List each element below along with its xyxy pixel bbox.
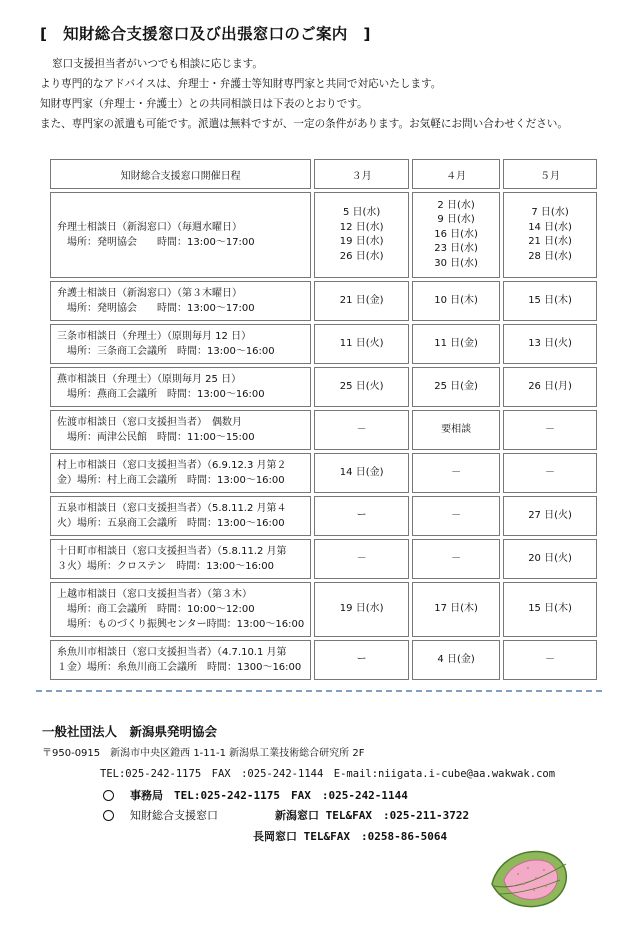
date-value: 14 日(金) — [339, 466, 384, 478]
intro-line: より専門的なアドバイスは、弁理士・弁護士等知財専門家と共同で対応いたします。 — [40, 78, 442, 90]
date-value: 26 日(水) — [339, 250, 384, 262]
date-value: 27 日(火) — [528, 509, 572, 521]
schedule-name-line: 上越市相談日（窓口支援担当者）（第３木） — [57, 589, 252, 600]
date-value: － — [545, 423, 556, 435]
schedule-table — [47, 156, 600, 683]
schedule-name-line: 火）場所：五泉商工会議所 時間：13:00～16:00 — [57, 518, 285, 529]
schedule-name-line: 場所：ものづくり振興センター時間：13:00～16:00 — [57, 619, 305, 630]
schedule-name-line: 佐渡市相談日（窓口支援担当者） 偶数月 — [57, 417, 242, 428]
date-value: － — [451, 466, 462, 478]
date-cell-m5 — [503, 582, 597, 637]
date-value: 9 日(水) — [437, 214, 475, 226]
schedule-name-line: 糸魚川市相談日（窓口支援担当者）（4.7.10.1 月第 — [57, 647, 287, 658]
date-cell-m4 — [412, 539, 500, 579]
schedule-name-line: 村上市相談日（窓口支援担当者）（6.9.12.3 月第２ — [57, 460, 287, 471]
schedule-name-cell — [50, 281, 311, 321]
date-value: 2 日(水) — [437, 199, 475, 211]
date-value: 5 日(水) — [342, 207, 381, 218]
date-value: 7 日(水) — [531, 207, 569, 218]
office-contact-text: 事務局 TEL:025-242-1175 FAX :025-242-1144 — [130, 789, 408, 802]
schedule-name-line: 場所：三条商工会議所 時間：13:00～16:00 — [57, 346, 275, 357]
page-title: [ 知財総合支援窓口及び出張窓口のご案内 ] — [40, 25, 371, 43]
schedule-name-cell — [50, 496, 311, 536]
date-cell-m5 — [503, 640, 597, 680]
date-cell-m5 — [503, 281, 597, 321]
date-value: 21 日(水) — [528, 236, 572, 247]
niigata-window-contact — [275, 807, 469, 823]
date-cell-m4 — [412, 367, 500, 407]
date-cell-m4 — [412, 640, 500, 680]
contact-line: TEL:025-242-1175 FAX :025-242-1144 E-mail:niigata.i-cube@aa.wakwak.com — [100, 768, 556, 780]
date-value: ー — [356, 653, 367, 665]
date-value: 20 日(火) — [528, 552, 572, 564]
schedule-name-cell — [50, 453, 311, 493]
date-value: 25 日(火) — [339, 380, 384, 392]
schedule-name-cell — [50, 192, 311, 278]
date-value: － — [356, 423, 367, 435]
date-value: 26 日(月) — [528, 380, 572, 392]
table-row — [50, 367, 597, 407]
schedule-name-line: 五泉市相談日（窓口支援担当者）（5.8.11.2 月第４ — [57, 503, 287, 514]
date-value: ー — [356, 509, 367, 521]
schedule-name-line: 弁理士相談日（新潟窓口）（毎週水曜日） — [57, 222, 242, 233]
table-row — [50, 281, 597, 321]
table-row — [50, 410, 597, 450]
schedule-name-line: 場所：両津公民館 時間：11:00～15:00 — [57, 432, 255, 443]
schedule-name-line: 場所：商工会議所 時間：10:00～12:00 — [57, 604, 255, 615]
date-cell-m4 — [412, 453, 500, 493]
date-value: 15 日(木) — [528, 603, 572, 615]
date-value: 25 日(金) — [434, 380, 478, 392]
date-value: 30 日(水) — [434, 257, 478, 269]
header-april: ４月 — [412, 159, 500, 189]
date-value: 19 日(水) — [339, 236, 384, 247]
date-value: 15 日(木) — [528, 294, 572, 306]
intro-line: 窓口支援担当者がいつでも相談に応じます。 — [52, 58, 264, 70]
schedule-name-cell — [50, 410, 311, 450]
table-row — [50, 496, 597, 536]
date-value: 13 日(火) — [528, 337, 572, 349]
table-row — [50, 192, 597, 278]
table-row — [50, 453, 597, 493]
header-schedule: 知財総合支援窓口開催日程 — [50, 159, 311, 189]
schedule-name-cell — [50, 640, 311, 680]
date-cell-m4 — [412, 281, 500, 321]
schedule-name-line: 燕市相談日（弁理士）（原則毎月 25 日） — [57, 374, 242, 385]
date-value: － — [545, 653, 556, 665]
support-window-label: 知財総合支援窓口 — [130, 809, 218, 822]
schedule-name-line: 三条市相談日（弁理士）（原則毎月 12 日） — [57, 331, 252, 342]
support-window-contact — [103, 807, 218, 823]
date-cell-m4 — [412, 192, 500, 278]
date-value: 19 日(水) — [339, 603, 384, 615]
header-march: ３月 — [314, 159, 409, 189]
date-value: 11 日(金) — [434, 337, 478, 349]
schedule-name-line: 場所：発明協会 時間：13:00～17:00 — [57, 303, 255, 314]
schedule-name-cell — [50, 539, 311, 579]
circle-bullet-icon — [103, 790, 114, 801]
table-row — [50, 640, 597, 680]
schedule-name-cell — [50, 582, 311, 637]
date-cell-m4 — [412, 582, 500, 637]
date-cell-m3 — [314, 324, 409, 364]
table-body — [50, 192, 597, 680]
date-value: 17 日(木) — [434, 603, 478, 615]
sakura-mochi-illustration — [484, 840, 574, 912]
date-cell-m3 — [314, 539, 409, 579]
table-header-row — [50, 159, 597, 189]
date-cell-m5 — [503, 453, 597, 493]
intro-text — [40, 54, 568, 134]
date-value: － — [545, 466, 556, 478]
date-value: 要相談 — [441, 423, 472, 435]
schedule-name-line: 場所：燕商工会議所 時間：13:00～16:00 — [57, 389, 265, 400]
date-value: 12 日(水) — [339, 221, 384, 233]
date-cell-m4 — [412, 496, 500, 536]
schedule-name-line: １金）場所：糸魚川商工会議所 時間：1300～16:00 — [57, 662, 302, 673]
organization-name: 一般社団法人 新潟県発明協会 — [42, 724, 218, 739]
intro-line: 知財専門家（弁理士・弁護士）との共同相談日は下表のとおりです。 — [40, 98, 368, 110]
date-value: 28 日(水) — [528, 250, 572, 262]
schedule-name-line: 弁護士相談日（新潟窓口）（第３木曜日） — [57, 288, 242, 299]
schedule-name-line: ３火）場所：クロステン 時間：13:00～16:00 — [57, 561, 274, 572]
date-value: 16 日(水) — [434, 228, 478, 240]
organization-address: 〒950-0915 新潟市中央区鐙西 1-11-1 新潟県工業技術総合研究所 2F — [42, 748, 365, 759]
date-cell-m5 — [503, 496, 597, 536]
schedule-name-cell — [50, 324, 311, 364]
date-cell-m3 — [314, 640, 409, 680]
schedule-name-line: 十日町市相談日（窓口支援担当者）（5.8.11.2 月第 — [57, 546, 287, 557]
date-cell-m4 — [412, 410, 500, 450]
schedule-name-cell — [50, 367, 311, 407]
date-value: 21 日(金) — [339, 294, 384, 306]
date-cell-m5 — [503, 324, 597, 364]
table-row — [50, 539, 597, 579]
date-value: 11 日(火) — [339, 337, 384, 349]
date-value: 4 日(金) — [437, 653, 475, 665]
header-may: ５月 — [503, 159, 597, 189]
table-row — [50, 324, 597, 364]
date-value: 10 日(木) — [434, 294, 478, 306]
date-cell-m3 — [314, 582, 409, 637]
date-cell-m5 — [503, 192, 597, 278]
schedule-name-line: 場所：発明協会 時間：13:00～17:00 — [57, 237, 255, 248]
date-value: － — [356, 552, 367, 564]
date-cell-m3 — [314, 496, 409, 536]
date-value: － — [451, 509, 462, 521]
circle-bullet-icon — [103, 810, 114, 821]
date-value: 14 日(水) — [528, 221, 572, 233]
date-cell-m5 — [503, 367, 597, 407]
date-cell-m3 — [314, 192, 409, 278]
intro-line: また、専門家の派遣も可能です。派遣は無料ですが、一定の条件があります。お気軽にお問い合わせください。 — [40, 118, 568, 130]
date-cell-m5 — [503, 539, 597, 579]
date-cell-m3 — [314, 410, 409, 450]
date-value: － — [451, 552, 462, 564]
nagaoka-window-text: 長岡窓口 TEL&FAX :0258-86-5064 — [253, 830, 448, 843]
date-cell-m5 — [503, 410, 597, 450]
office-contact — [103, 787, 408, 803]
date-cell-m3 — [314, 453, 409, 493]
date-value: 23 日(水) — [434, 243, 478, 255]
nagaoka-window-contact — [253, 828, 447, 844]
dashed-divider — [36, 690, 602, 692]
schedule-name-line: 金）場所：村上商工会議所 時間：13:00～16:00 — [57, 475, 285, 486]
date-cell-m3 — [314, 281, 409, 321]
table-row — [50, 582, 597, 637]
date-cell-m3 — [314, 367, 409, 407]
date-cell-m4 — [412, 324, 500, 364]
niigata-window-text: 新潟窓口 TEL&FAX :025-211-3722 — [275, 809, 470, 822]
